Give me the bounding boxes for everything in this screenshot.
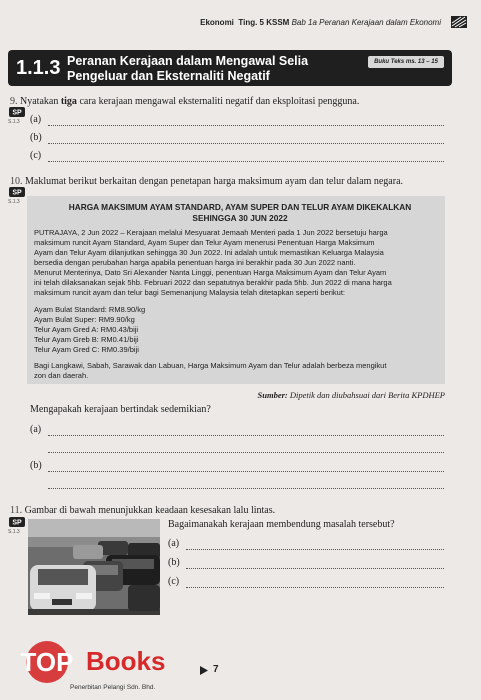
sp-icon <box>9 517 25 527</box>
price-list <box>34 305 145 355</box>
news-title-line2: SEHINGGA 30 JUN 2022 <box>192 213 288 223</box>
price-item: Telur Ayam Gred C: RM0.39/biji <box>34 345 139 354</box>
section-title <box>67 54 308 84</box>
source-citation <box>258 390 445 400</box>
section-title-line2: Pengeluar dan Eksternaliti Negatif <box>67 69 270 83</box>
sp-icon <box>9 187 25 197</box>
question-text: Gambar di bawah menunjukkan keadaan kesesakan lalu lintas. <box>24 505 276 516</box>
answer-label-c: (c) <box>30 150 42 161</box>
question-text-end: cara kerajaan mengawal eksternaliti negatif dan eksploitasi pengguna. <box>76 96 360 107</box>
price-item: Ayam Bulat Super: RM9.90/kg <box>34 315 135 324</box>
answer-line-a[interactable] <box>48 125 444 126</box>
question-11-prompt: Bagaimanakah kerajaan membendung masalah tersebut? <box>168 519 395 530</box>
news-line: bersedia dengan perubahan harga apabila penentuan harga ini berakhir pada 30 Jun 2022 nanti. <box>34 258 356 267</box>
question-text: Maklumat berikut berkaitan dengan penetapan harga maksimum ayam dan telur dalam negara. <box>25 176 404 187</box>
question-number: 9. <box>10 96 18 107</box>
answer-label-b: (b) <box>168 557 180 568</box>
sp-tag: S.1.3 <box>8 199 20 205</box>
answer-line-b1[interactable] <box>48 471 444 472</box>
price-item: Telur Ayam Gred A: RM0.43/biji <box>34 325 139 334</box>
answer-line-b[interactable] <box>186 568 444 569</box>
question-text-start: Nyatakan <box>20 96 61 107</box>
question-10-prompt: Mengapakah kerajaan bertindak sedemikian? <box>30 404 211 415</box>
answer-line-c[interactable] <box>186 587 444 588</box>
page-header <box>200 18 441 27</box>
answer-label-a: (a) <box>168 538 180 549</box>
sp-tag: S.1.3 <box>8 529 20 535</box>
topbooks-logo-graphic <box>2 640 182 690</box>
news-line: zon dan daerah. <box>34 371 89 380</box>
answer-label-b: (b) <box>30 460 42 471</box>
question-text-bold: tiga <box>60 96 77 107</box>
sp-tag: S.1.3 <box>8 119 20 125</box>
answer-line-b2[interactable] <box>48 488 444 489</box>
section-title-line1: Peranan Kerajaan dalam Mengawal Selia <box>67 54 309 68</box>
news-line: ini telah dilaksanakan sejak 5hb. Februari 2022 dan sepatutnya berakhir pada 5hb. Jun 2022 di mana harga <box>34 278 392 287</box>
answer-line-a1[interactable] <box>48 435 444 436</box>
answer-line-a[interactable] <box>186 549 444 550</box>
news-line: Ayam dan Telur Ayam dilanjutkan sehingga 30 Jun 2022. Ini adalah untuk memastikan Keluarga Malaysia <box>34 248 384 257</box>
news-paragraph-1 <box>34 228 388 268</box>
question-11 <box>10 505 275 516</box>
question-number: 10. <box>10 176 23 187</box>
question-9 <box>10 96 359 107</box>
sp-icon <box>9 107 25 117</box>
news-line: PUTRAJAYA, 2 Jun 2022 – Kerajaan melalui Mesyuarat Jemaah Menteri pada 1 Jun 2022 bersetuju harga <box>34 228 388 237</box>
textbook-reference: Buku Teks ms. 13 – 15 <box>368 56 444 68</box>
question-number: 11. <box>10 505 23 516</box>
answer-label-c: (c) <box>168 576 180 587</box>
svg-text:SP: SP <box>12 189 22 197</box>
news-paragraph-3 <box>34 361 386 381</box>
news-line: Menurut Menterinya, Dato Sri Alexander Nanta Linggi, penentuan Harga Maksimum Ayam dan Telur Ayam <box>34 268 387 277</box>
news-line: maksimum runcit Ayam Standard, Ayam Super dan Telur Ayam menerusi Penentuan Harga Maksimum <box>34 238 375 247</box>
page-number: 7 <box>213 664 219 675</box>
publisher-name: Penerbitan Pelangi Sdn. Bhd. <box>70 684 156 691</box>
answer-line-a2[interactable] <box>48 452 444 453</box>
source-text: Dipetik dan diubahsuai dari Berita KPDHEP <box>287 390 445 400</box>
answer-label-a: (a) <box>30 114 42 125</box>
news-line: Bagi Langkawi, Sabah, Sarawak dan Labuan, Harga Maksimum Ayam dan Telur adalah berbeza mengikut <box>34 361 387 370</box>
source-label: Sumber: <box>257 390 288 400</box>
news-title-line1: HARGA MAKSIMUM AYAM STANDARD, AYAM SUPER DAN TELUR AYAM DIKEKALKAN <box>68 202 412 212</box>
answer-line-c[interactable] <box>48 161 444 162</box>
svg-text:SP: SP <box>12 519 22 527</box>
header-level: Ting. 5 KSSM <box>238 18 290 27</box>
price-item: Ayam Bulat Standard: RM8.90/kg <box>34 305 146 314</box>
section-number: 1.1.3 <box>16 57 61 79</box>
svg-text:SP: SP <box>12 109 22 117</box>
question-10 <box>10 176 403 187</box>
answer-line-b[interactable] <box>48 143 444 144</box>
header-stripes-icon <box>451 16 467 28</box>
page-arrow-icon <box>200 666 208 675</box>
answer-label-b: (b) <box>30 132 42 143</box>
header-chapter: Bab 1a Peranan Kerajaan dalam Ekonomi <box>291 18 441 27</box>
logo-books-text: Books <box>86 646 166 676</box>
price-item: Telur Ayam Greb B: RM0.41/biji <box>34 335 139 344</box>
traffic-jam-photo <box>28 519 160 615</box>
header-subject: Ekonomi <box>200 18 234 27</box>
news-paragraph-2 <box>34 268 392 298</box>
news-line: maksimum runcit ayam dan telur bagi Semenanjung Malaysia telah ditetapkan seperti berikut: <box>34 288 345 297</box>
logo-top-text: TOP <box>20 647 74 677</box>
answer-label-a: (a) <box>30 424 42 435</box>
news-title <box>40 202 440 224</box>
